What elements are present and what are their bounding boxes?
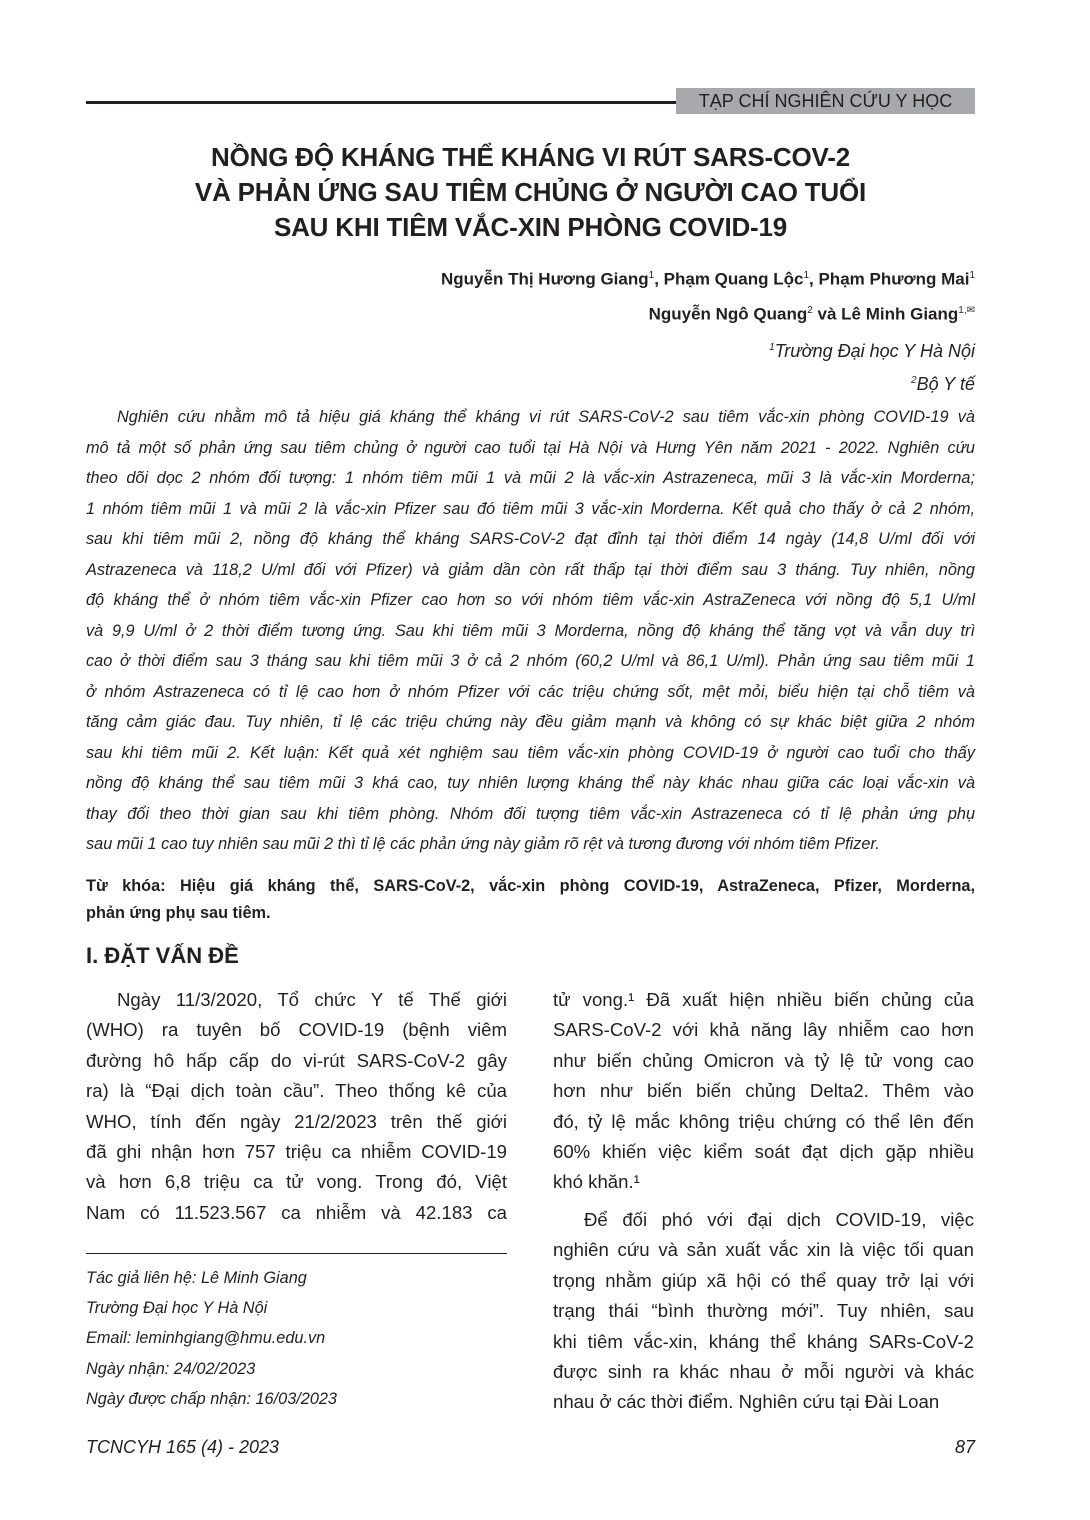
left-column-text [86, 985, 507, 1228]
footnote-line: Ngày nhận: 24/02/2023 [86, 1359, 256, 1378]
abstract-line: sau mũi 1 cao tuy nhiên sau mũi 2 thì tỉ lệ các phản ứng này giảm rõ rệt và tương đương với nhóm tiêm Pfizer. [86, 835, 880, 853]
affiliation-name: Trường Đại học Y Hà Nội [774, 341, 975, 361]
author-separator: , [809, 269, 819, 289]
affiliation-mark: 2 [911, 375, 917, 386]
body-text-line: (WHO) ra tuyên bố COVID-19 (bệnh viêm [86, 1019, 507, 1041]
correspondence-footnote [86, 1263, 337, 1414]
abstract-line: độ kháng thể ở nhóm tiêm vắc-xin Pfizer cao hơn so với nhóm tiêm vắc-xin AstraZeneca với nồng độ 5,1 U/ml [86, 591, 975, 609]
body-text-line: nghiên cứu và sản xuất vắc xin là việc tối quan [553, 1239, 974, 1261]
abstract-line: tăng cảm giác đau. Tuy nhiên, tỉ lệ các triệu chứng này đều giảm mạnh và không có sự khác biệt giữa 2 nhóm [86, 713, 975, 731]
author-line [441, 295, 975, 330]
body-text-line: trạng thái “bình thường mới”. Tuy nhiên, sau [553, 1300, 974, 1322]
page-number: 87 [954, 1437, 975, 1457]
author-name: Phạm Phương Mai [818, 269, 970, 289]
author-separator: và [812, 304, 842, 324]
footnote-divider [86, 1253, 507, 1254]
footnote-line: Email: leminhgiang@hmu.edu.vn [86, 1329, 326, 1348]
body-text-line: như biến chủng Omicron và tỷ lệ tử vong cao [553, 1049, 974, 1071]
author-affiliation-mark: 1 [648, 270, 655, 281]
body-text-line: hơn như biến biến chủng Delta2. Thêm vào [553, 1080, 974, 1102]
abstract-line: thay đổi theo thời gian sau khi tiêm phòng. Nhóm đối tượng tiêm vắc-xin Astrazeneca có tỉ lệ phản ứng phụ [86, 804, 975, 823]
abstract-line: sau khi tiêm mũi 2. Kết luận: Kết quả xét nghiệm sau tiêm vắc-xin phòng COVID-19 ở người cao tuổi cho thấy [86, 743, 975, 762]
journal-name: TẠP CHÍ NGHIÊN CỨU Y HỌC [676, 88, 975, 114]
keywords [86, 873, 975, 927]
right-column-paragraph-2 [553, 1205, 974, 1418]
header-rule [86, 101, 678, 104]
author-separator: , [654, 269, 664, 289]
section-heading: I. ĐẶT VẤN ĐỀ [86, 943, 239, 968]
author-name: Lê Minh Giang [841, 304, 959, 324]
body-text-line: đó, tỷ lệ mắc không triệu chứng có thể lên đến [553, 1110, 974, 1132]
body-text-line: ra) là “Đại dịch toàn cầu”. Theo thống kê của [86, 1080, 507, 1102]
footnote-line: Ngày được chấp nhận: 16/03/2023 [86, 1389, 337, 1408]
body-text-line: tử vong.¹ Đã xuất hiện nhiều biến chủng của [553, 989, 974, 1010]
abstract-line: cao ở thời điểm sau 3 tháng sau khi tiêm mũi 3 ở cả 2 nhóm (60,2 U/ml và 86,1 U/ml). Phản ứng sau tiêm mũi 1 [86, 652, 975, 670]
abstract-line: mô tả một số phản ứng sau tiêm chủng ở người cao tuổi tại Hà Nội và Hưng Yên năm 2021 - 2022. Nghiên cứu [86, 438, 975, 457]
right-column-paragraph-1 [553, 985, 974, 1198]
abstract-line: Nghiên cứu nhằm mô tả hiệu giá kháng thể kháng vi rút SARS-CoV-2 sau tiêm vắc-xin phòng COVID-19 và [117, 408, 975, 426]
body-text-line: nhau ở các thời điểm. Nghiên cứu tại Đài Loan [553, 1391, 940, 1413]
keywords-line: phản ứng phụ sau tiêm. [86, 904, 271, 922]
body-text-line: Nam có 11.523.567 ca nhiễm và 42.183 ca [86, 1201, 507, 1223]
body-text-line: 60% khiến việc kiểm soát đạt dịch gặp nhiều [553, 1140, 974, 1162]
affiliation-name: Bộ Y tế [916, 374, 975, 394]
body-text-line: WHO, tính đến ngày 21/2/2023 trên thế giới [86, 1110, 507, 1132]
abstract-line: theo dõi dọc 2 nhóm đối tượng: 1 nhóm tiêm mũi 1 và mũi 2 là vắc-xin Astrazeneca, mũi 3 là vắc-xin Morderna; [86, 469, 975, 487]
abstract-line: ở nhóm Astrazeneca có tỉ lệ cao hơn ở nhóm Pfizer với các triệu chứng sốt, mệt mỏi, biểu hiện tại chỗ tiêm và [86, 682, 975, 701]
abstract-line: nồng độ kháng thể sau tiêm mũi 3 khá cao, tuy nhiên lượng kháng thể này khác nhau giữa các loại vắc-xin và [86, 774, 975, 792]
author-line [441, 260, 975, 295]
affiliations [769, 333, 975, 399]
author-name: Phạm Quang Lộc [663, 269, 804, 289]
body-text-line: Ngày 11/3/2020, Tổ chức Y tế Thế giới [117, 989, 507, 1010]
abstract-line: và 9,9 U/ml ở 2 thời điểm tương ứng. Sau khi tiêm mũi 3 Morderna, nồng độ kháng thể tăng vọt và vẫn duy trì [86, 621, 975, 640]
body-text-line: và hơn 6,8 triệu ca tử vong. Trong đó, Việt [86, 1171, 507, 1193]
body-text-line: trọng nhằm giúp xã hội có thể quay trở lại với [553, 1269, 974, 1291]
body-text-line: được sinh ra khác nhau ở mỗi người và khác [553, 1360, 974, 1382]
body-text-line: Để đối phó với đại dịch COVID-19, việc [584, 1209, 974, 1230]
body-text-line: đường hô hấp cấp do vi-rút SARS-CoV-2 gây [86, 1049, 507, 1071]
footer-citation: TCNCYH 165 (4) - 2023 [86, 1437, 280, 1457]
footnote-line: Trường Đại học Y Hà Nội [86, 1299, 268, 1318]
abstract-line: Astrazeneca và 118,2 U/ml đối với Pfizer) và giảm dần còn rất thấp tại thời điểm sau 3 tháng. Tuy nhiên, nồng [86, 560, 975, 579]
title-line: SAU KHI TIÊM VẮC-XIN PHÒNG COVID-19 [273, 212, 788, 242]
footnote-line: Tác giả liên hệ: Lê Minh Giang [86, 1269, 307, 1287]
title-line: NỒNG ĐỘ KHÁNG THỂ KHÁNG VI RÚT SARS-COV-2 [211, 142, 850, 172]
author-name: Nguyễn Ngô Quang [648, 304, 808, 324]
affiliation [769, 333, 975, 366]
author-name: Nguyễn Thị Hương Giang [441, 269, 649, 289]
body-text-line: đã ghi nhận hơn 757 triệu ca nhiễm COVID-19 [86, 1140, 507, 1162]
abstract-line: sau khi tiêm mũi 2, nồng độ kháng thể kháng SARS-CoV-2 đạt đỉnh tại thời điểm 14 ngày (14,8 U/ml đối với [86, 530, 975, 548]
title-line: VÀ PHẢN ỨNG SAU TIÊM CHỦNG Ở NGƯỜI CAO TUỔI [194, 177, 867, 207]
author-affiliation-mark: 1 [803, 270, 810, 281]
authors [441, 260, 975, 329]
affiliation [769, 366, 975, 399]
abstract [86, 402, 975, 860]
affiliation-mark: 1 [769, 342, 775, 353]
body-text-line: khó khăn.¹ [553, 1171, 640, 1193]
author-affiliation-mark: 2 [807, 304, 813, 316]
body-text-line: khi tiêm vắc-xin, kháng thể kháng SARs-CoV-2 [553, 1330, 974, 1352]
article-title [86, 140, 975, 245]
body-text-line: SARS-CoV-2 với khả năng lây nhiễm cao hơn [553, 1019, 974, 1041]
author-affiliation-mark: 1,✉ [958, 304, 975, 316]
abstract-line: 1 nhóm tiêm mũi 1 và mũi 2 là vắc-xin Pfizer sau đó tiêm mũi 3 vắc-xin Morderna. Kết quả cho thấy ở cả 2 nhóm, [86, 499, 975, 518]
keywords-line: Từ khóa: Hiệu giá kháng thể, SARS-CoV-2, vắc-xin phòng COVID-19, AstraZeneca, Pfizer, Morderna, [86, 877, 975, 895]
author-affiliation-mark: 1 [969, 270, 975, 281]
